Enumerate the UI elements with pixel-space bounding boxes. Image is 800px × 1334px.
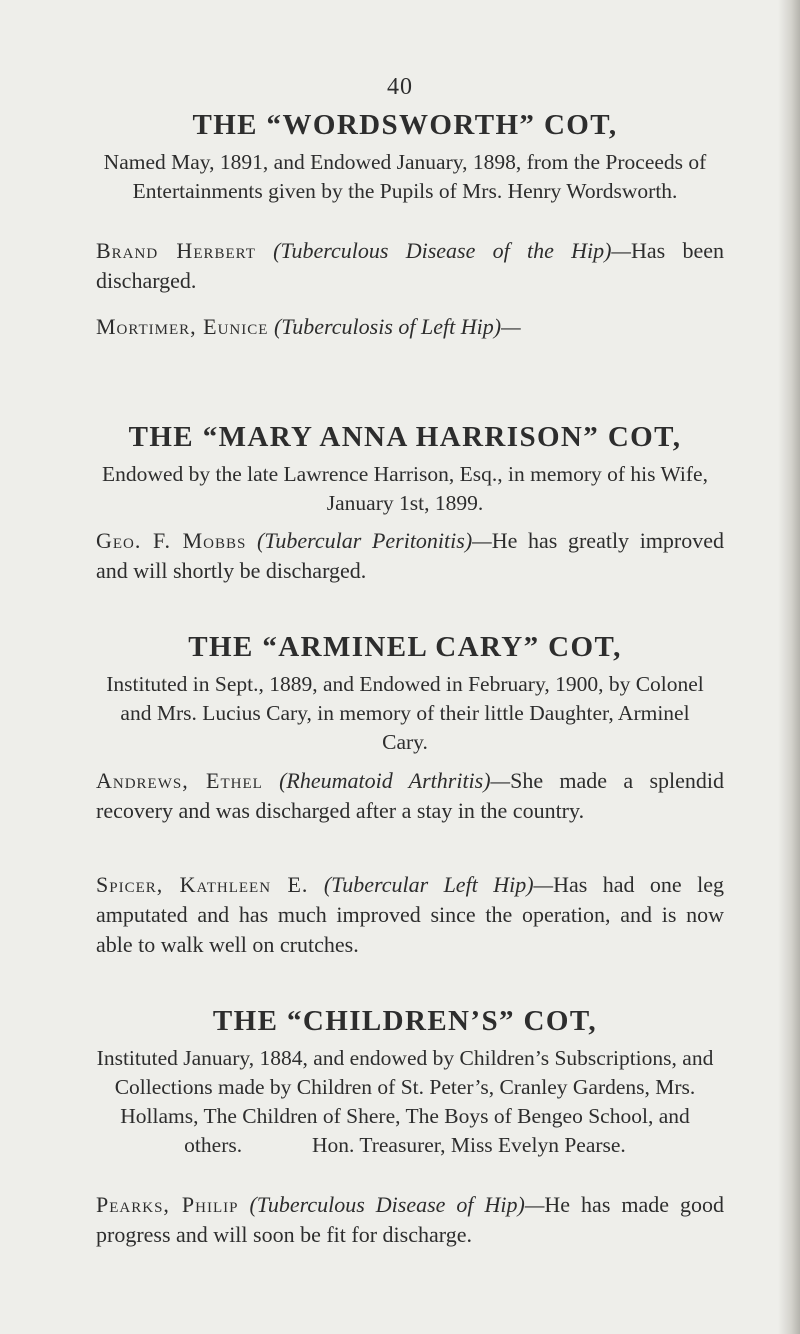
section-wordsworth-cot <box>0 108 800 206</box>
patient-diagnosis: (Tuberculosis of Left Hip)— <box>273 314 521 339</box>
cot-description: Instituted in Sept., 1889, and Endowed in February, 1900, by Colonel and Mrs. Lucius Cary, in memory of their little Daughter, Arminel Cary. <box>106 672 704 754</box>
cot-description: Endowed by the late Lawrence Harrison, Esq., in memory of his Wife, January 1st, 1899. <box>102 462 708 515</box>
section-childrens-cot <box>0 1004 800 1160</box>
patient-note: Has been discharged. <box>96 238 724 293</box>
patient-name: Brand Herbert <box>96 238 256 263</box>
hon-treasurer: Hon. Treasurer, Miss Evelyn Pearse. <box>311 1133 626 1157</box>
patient-name: Pearks, Philip <box>96 1192 239 1217</box>
patient-note: She made a splendid recovery and was discharged after a stay in the country. <box>96 768 724 823</box>
page-edge-shadow <box>778 0 800 1334</box>
patient-note: He has made good progress and will soon be fit for discharge. <box>96 1192 725 1247</box>
page-number: 40 <box>387 74 413 100</box>
cot-description: Named May, 1891, and Endowed January, 1898, from the Proceeds of Entertainments given by the Pupils of Mrs. Henry Wordsworth. <box>103 150 707 203</box>
patient-diagnosis: (Rheumatoid Arthritis)— <box>279 768 511 793</box>
patient-entry <box>96 766 724 826</box>
patient-name: Geo. F. Mobbs <box>96 528 247 553</box>
patient-entry <box>96 312 724 342</box>
cot-title: THE “MARY ANNA HARRISON” COT, <box>128 421 682 453</box>
patient-note: He has greatly improved and will shortly be discharged. <box>96 528 725 583</box>
patient-note: Has had one leg amputated and has much improved since the operation, and is now able to walk well on crutches. <box>96 872 725 957</box>
patient-diagnosis: (Tuberculous Disease of Hip)— <box>249 1192 545 1217</box>
patient-entry <box>96 526 724 586</box>
cot-title: THE “WORDSWORTH” COT, <box>192 109 618 141</box>
patient-name: Mortimer, Eunice <box>96 314 269 339</box>
patient-name: Andrews, Ethel <box>96 768 263 793</box>
cot-description-text: Instituted January, 1884, and endowed by Children’s Subscriptions, and Collections made by Children of St. Peter’s, Cranley Gardens, Mrs. Hollams, The Children of Shere, The Boys of Bengeo School, and others. <box>96 1046 714 1157</box>
section-mary-anna-harrison-cot <box>0 420 800 518</box>
patient-entry <box>96 236 724 296</box>
patient-diagnosis: (Tuberculous Disease of the Hip)— <box>273 238 631 263</box>
patient-name: Spicer, Kathleen E. <box>96 872 309 897</box>
patient-entry <box>96 1190 724 1250</box>
patient-diagnosis: (Tubercular Peritonitis)— <box>257 528 492 553</box>
patient-entry <box>96 870 724 960</box>
cot-title: THE “ARMINEL CARY” COT, <box>188 631 622 663</box>
section-arminel-cary-cot <box>0 630 800 757</box>
cot-description <box>0 1044 800 1160</box>
patient-diagnosis: (Tubercular Left Hip)— <box>323 872 554 897</box>
cot-title: THE “CHILDREN’S” COT, <box>212 1005 598 1037</box>
